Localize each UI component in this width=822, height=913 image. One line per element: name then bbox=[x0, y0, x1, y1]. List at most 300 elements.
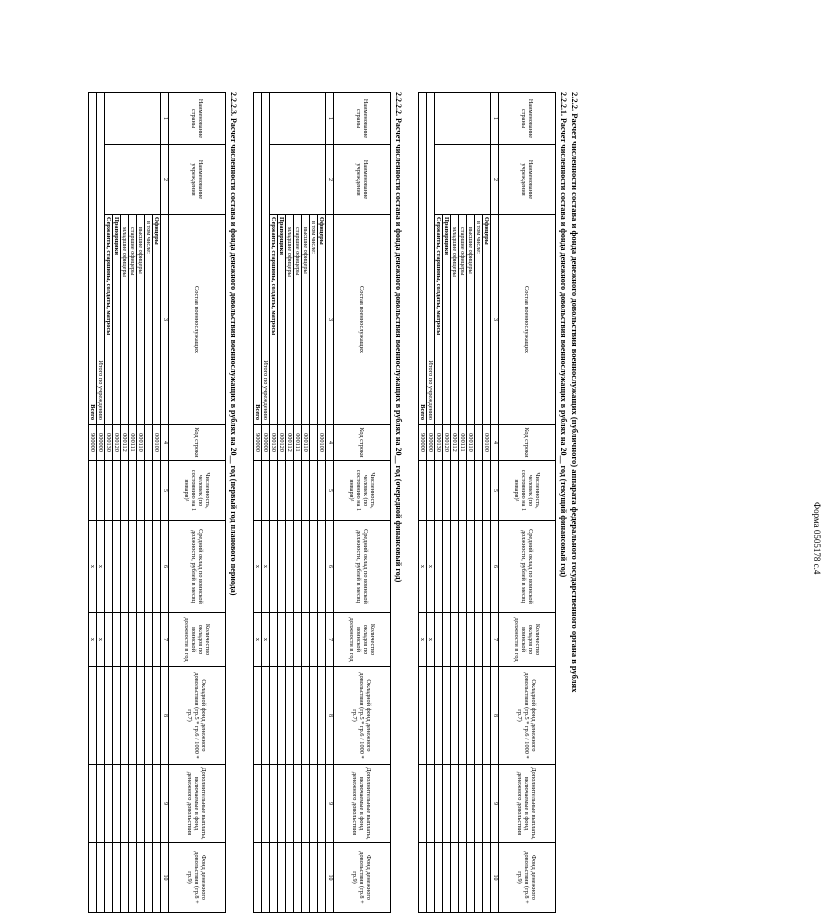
row-code bbox=[145, 425, 153, 461]
column-header-base-fund: Окладной фонд денежного довольствия (гр.5 * гр.6 / 1000 * гр.7) bbox=[499, 667, 556, 765]
value-cell[interactable] bbox=[145, 667, 153, 765]
row-code: 000120 bbox=[278, 425, 286, 461]
value-cell[interactable] bbox=[286, 521, 294, 613]
column-number-row bbox=[326, 93, 334, 913]
column-header-total-fund: Фонд денежного довольствия (гр.8 + гр.9) bbox=[499, 843, 556, 913]
total-label: Итого по учреждению bbox=[97, 93, 105, 425]
column-header-count: Численность, человек (по состоянию на 1 января)¹ bbox=[334, 461, 391, 521]
value-cell[interactable] bbox=[270, 613, 278, 667]
value-cell[interactable] bbox=[459, 765, 467, 843]
column-number: 2 bbox=[326, 145, 334, 215]
total-label: Всего bbox=[254, 93, 262, 425]
header-row bbox=[334, 93, 391, 913]
column-header-row-code: Код строки bbox=[334, 425, 391, 461]
value-cell[interactable] bbox=[129, 521, 137, 613]
value-cell: x bbox=[254, 521, 262, 613]
value-cell[interactable] bbox=[435, 667, 443, 765]
value-cell[interactable] bbox=[310, 765, 318, 843]
column-header-count: Численность, человек (по состоянию на 1 января)¹ bbox=[499, 461, 556, 521]
value-cell[interactable] bbox=[121, 765, 129, 843]
value-cell[interactable] bbox=[467, 521, 475, 613]
value-cell[interactable] bbox=[145, 843, 153, 913]
value-cell[interactable] bbox=[278, 667, 286, 765]
column-number-row bbox=[161, 93, 169, 913]
column-header-base-fund: Окладной фонд денежного довольствия (гр.5 * гр.6 / 1000 * гр.7) bbox=[169, 667, 226, 765]
value-cell[interactable] bbox=[129, 765, 137, 843]
staff-label: высшие офицеры bbox=[302, 215, 310, 425]
value-cell[interactable] bbox=[475, 843, 483, 913]
value-cell[interactable] bbox=[483, 461, 491, 521]
value-cell[interactable] bbox=[459, 843, 467, 913]
value-cell[interactable] bbox=[286, 843, 294, 913]
value-cell[interactable] bbox=[262, 843, 270, 913]
row-code: 000110 bbox=[302, 425, 310, 461]
table-row bbox=[89, 93, 97, 913]
value-cell[interactable] bbox=[262, 667, 270, 765]
column-header-extra: Дополнительные выплаты, включаемые в фонд денежного довольствия bbox=[499, 765, 556, 843]
staff-label: Сержанты, старшины, солдаты, матросы bbox=[105, 215, 113, 425]
staff-label: старшие офицеры bbox=[294, 215, 302, 425]
column-header-institution: Наименование учреждения bbox=[334, 145, 391, 215]
value-cell[interactable] bbox=[451, 613, 459, 667]
column-header-avg: Средний оклад по воинской должности, рублей в месяц bbox=[334, 521, 391, 613]
value-cell[interactable] bbox=[475, 521, 483, 613]
header-row bbox=[169, 93, 226, 913]
value-cell[interactable] bbox=[113, 521, 121, 613]
value-cell bbox=[97, 461, 105, 521]
value-cell[interactable] bbox=[137, 843, 145, 913]
value-cell[interactable] bbox=[105, 765, 113, 843]
column-number: 10 bbox=[161, 843, 169, 913]
column-number: 7 bbox=[161, 613, 169, 667]
value-cell[interactable] bbox=[129, 613, 137, 667]
value-cell[interactable] bbox=[270, 667, 278, 765]
column-header-extra: Дополнительные выплаты, включаемые в фонд денежного довольствия bbox=[169, 765, 226, 843]
column-number: 5 bbox=[326, 461, 334, 521]
value-cell[interactable] bbox=[121, 843, 129, 913]
value-cell[interactable] bbox=[294, 521, 302, 613]
column-number: 9 bbox=[161, 765, 169, 843]
row-code: 000112 bbox=[451, 425, 459, 461]
table-row bbox=[129, 93, 137, 913]
column-number: 4 bbox=[326, 425, 334, 461]
column-number: 2 bbox=[491, 145, 499, 215]
value-cell[interactable] bbox=[286, 461, 294, 521]
table-row bbox=[97, 93, 105, 913]
staff-label: младшие офицеры bbox=[286, 215, 294, 425]
table-row bbox=[302, 93, 310, 913]
column-number: 8 bbox=[491, 667, 499, 765]
table-row bbox=[427, 93, 435, 913]
column-number: 2 bbox=[161, 145, 169, 215]
staff-label: Сержанты, старшины, солдаты, матросы bbox=[270, 215, 278, 425]
value-cell[interactable] bbox=[153, 521, 161, 613]
value-cell[interactable] bbox=[121, 461, 129, 521]
value-cell[interactable] bbox=[451, 667, 459, 765]
value-cell[interactable] bbox=[310, 461, 318, 521]
value-cell: x bbox=[262, 521, 270, 613]
value-cell[interactable] bbox=[294, 667, 302, 765]
column-header-staff: Состав военнослужащих bbox=[334, 215, 391, 425]
value-cell[interactable] bbox=[278, 765, 286, 843]
value-cell[interactable] bbox=[435, 843, 443, 913]
value-cell[interactable] bbox=[145, 765, 153, 843]
table-row bbox=[294, 93, 302, 913]
value-cell[interactable] bbox=[318, 461, 326, 521]
value-cell[interactable] bbox=[113, 843, 121, 913]
value-cell[interactable] bbox=[97, 843, 105, 913]
value-cell[interactable] bbox=[145, 521, 153, 613]
value-cell bbox=[427, 461, 435, 521]
row-code: 000111 bbox=[459, 425, 467, 461]
row-code: 000120 bbox=[113, 425, 121, 461]
value-cell[interactable] bbox=[286, 613, 294, 667]
value-cell[interactable] bbox=[467, 843, 475, 913]
tables-container bbox=[88, 92, 569, 912]
value-cell[interactable] bbox=[459, 613, 467, 667]
value-cell[interactable] bbox=[467, 667, 475, 765]
value-cell[interactable] bbox=[254, 765, 262, 843]
value-cell[interactable] bbox=[427, 765, 435, 843]
value-cell[interactable] bbox=[137, 461, 145, 521]
value-cell[interactable] bbox=[443, 667, 451, 765]
table-row bbox=[254, 93, 262, 913]
value-cell[interactable] bbox=[105, 667, 113, 765]
value-cell[interactable] bbox=[145, 461, 153, 521]
table-row bbox=[451, 93, 459, 913]
value-cell[interactable] bbox=[451, 843, 459, 913]
value-cell[interactable] bbox=[443, 765, 451, 843]
column-header-avg: Средний оклад по воинской должности, рублей в месяц bbox=[169, 521, 226, 613]
value-cell[interactable] bbox=[113, 667, 121, 765]
staff-label: старшие офицеры bbox=[459, 215, 467, 425]
row-code: 000110 bbox=[137, 425, 145, 461]
value-cell[interactable] bbox=[451, 461, 459, 521]
column-number: 10 bbox=[326, 843, 334, 913]
staff-label: в том числе: bbox=[310, 215, 318, 425]
value-cell[interactable] bbox=[286, 765, 294, 843]
value-cell[interactable] bbox=[483, 765, 491, 843]
value-cell[interactable] bbox=[483, 667, 491, 765]
total-label: Итого по учреждению bbox=[262, 93, 270, 425]
staff-label: Сержанты, старшины, солдаты, матросы bbox=[435, 215, 443, 425]
value-cell[interactable] bbox=[153, 613, 161, 667]
value-cell[interactable] bbox=[483, 613, 491, 667]
row-code: 000100 bbox=[483, 425, 491, 461]
data-table bbox=[88, 92, 226, 913]
staff-label: в том числе: bbox=[475, 215, 483, 425]
column-header-row-code: Код строки bbox=[169, 425, 226, 461]
value-cell[interactable] bbox=[105, 613, 113, 667]
row-code bbox=[475, 425, 483, 461]
value-cell[interactable] bbox=[153, 765, 161, 843]
value-cell[interactable] bbox=[278, 613, 286, 667]
institution-cell[interactable] bbox=[105, 145, 161, 215]
column-number: 10 bbox=[491, 843, 499, 913]
total-label: Всего bbox=[419, 93, 427, 425]
block-title: 2.2.2.1. Расчет численности состава и фонда денежного довольствия военнослужащих в рублях на 20__ год (текущий финансовый год) bbox=[559, 92, 568, 578]
value-cell[interactable] bbox=[310, 843, 318, 913]
column-number: 3 bbox=[326, 215, 334, 425]
value-cell[interactable] bbox=[89, 667, 97, 765]
row-code: 900000 bbox=[89, 425, 97, 461]
column-header-base-fund: Окладной фонд денежного довольствия (гр.5 * гр.6 / 1000 * гр.7) bbox=[334, 667, 391, 765]
value-cell[interactable] bbox=[153, 667, 161, 765]
table-row bbox=[443, 93, 451, 913]
row-code: 000100 bbox=[318, 425, 326, 461]
staff-label: старшие офицеры bbox=[129, 215, 137, 425]
value-cell: x bbox=[419, 521, 427, 613]
value-cell[interactable] bbox=[475, 461, 483, 521]
value-cell[interactable] bbox=[105, 461, 113, 521]
value-cell[interactable] bbox=[427, 667, 435, 765]
value-cell[interactable] bbox=[137, 521, 145, 613]
value-cell[interactable] bbox=[435, 461, 443, 521]
value-cell[interactable] bbox=[318, 765, 326, 843]
value-cell[interactable] bbox=[97, 667, 105, 765]
table-row bbox=[435, 93, 443, 913]
staff-label: Прапорщики bbox=[278, 215, 286, 425]
value-cell[interactable] bbox=[294, 843, 302, 913]
row-code bbox=[310, 425, 318, 461]
block-title: 2.2.2.2. Расчет численности состава и фонда денежного довольствия военнослужащих в рублях на 20__ год (очередной финансовый год) bbox=[394, 92, 403, 583]
value-cell[interactable] bbox=[113, 461, 121, 521]
staff-label: Прапорщики bbox=[113, 215, 121, 425]
value-cell[interactable] bbox=[270, 521, 278, 613]
value-cell[interactable] bbox=[254, 667, 262, 765]
column-header-code-group: Наименование страны bbox=[334, 93, 391, 145]
value-cell[interactable] bbox=[451, 521, 459, 613]
value-cell[interactable] bbox=[443, 613, 451, 667]
value-cell[interactable] bbox=[278, 843, 286, 913]
institution-cell[interactable] bbox=[435, 145, 491, 215]
table-row bbox=[467, 93, 475, 913]
row-code: 000130 bbox=[270, 425, 278, 461]
value-cell: x bbox=[89, 613, 97, 667]
country-cell[interactable] bbox=[270, 93, 326, 145]
value-cell[interactable] bbox=[459, 521, 467, 613]
staff-label: в том числе: bbox=[145, 215, 153, 425]
value-cell[interactable] bbox=[97, 765, 105, 843]
value-cell[interactable] bbox=[419, 667, 427, 765]
value-cell[interactable] bbox=[278, 461, 286, 521]
column-header-extra: Дополнительные выплаты, включаемые в фонд денежного довольствия bbox=[334, 765, 391, 843]
table-block bbox=[253, 92, 404, 912]
value-cell[interactable] bbox=[427, 843, 435, 913]
institution-cell[interactable] bbox=[270, 145, 326, 215]
value-cell[interactable] bbox=[121, 613, 129, 667]
value-cell[interactable] bbox=[475, 667, 483, 765]
value-cell[interactable] bbox=[443, 521, 451, 613]
value-cell[interactable] bbox=[435, 613, 443, 667]
column-number: 6 bbox=[326, 521, 334, 613]
value-cell[interactable] bbox=[137, 667, 145, 765]
column-header-avg: Средний оклад по воинской должности, рублей в месяц bbox=[499, 521, 556, 613]
column-number: 5 bbox=[161, 461, 169, 521]
value-cell[interactable] bbox=[129, 461, 137, 521]
value-cell[interactable] bbox=[302, 765, 310, 843]
row-code: 900000 bbox=[254, 425, 262, 461]
country-cell[interactable] bbox=[105, 93, 161, 145]
row-code: 000111 bbox=[294, 425, 302, 461]
value-cell[interactable] bbox=[318, 843, 326, 913]
value-cell: x bbox=[427, 613, 435, 667]
table-row bbox=[278, 93, 286, 913]
column-number: 9 bbox=[326, 765, 334, 843]
column-header-code-group: Наименование страны bbox=[169, 93, 226, 145]
column-header-qty: Количество окладов по воинской должности в год bbox=[499, 613, 556, 667]
value-cell[interactable] bbox=[467, 613, 475, 667]
column-number: 5 bbox=[491, 461, 499, 521]
value-cell[interactable] bbox=[302, 613, 310, 667]
value-cell[interactable] bbox=[302, 521, 310, 613]
staff-label: младшие офицеры bbox=[451, 215, 459, 425]
column-number-row bbox=[491, 93, 499, 913]
row-code: 000112 bbox=[286, 425, 294, 461]
column-number: 4 bbox=[161, 425, 169, 461]
total-label: Всего bbox=[89, 93, 97, 425]
table-row bbox=[262, 93, 270, 913]
value-cell[interactable] bbox=[475, 613, 483, 667]
value-cell[interactable] bbox=[270, 461, 278, 521]
column-header-code-group: Наименование страны bbox=[499, 93, 556, 145]
column-number: 1 bbox=[491, 93, 499, 145]
value-cell[interactable] bbox=[459, 667, 467, 765]
value-cell[interactable] bbox=[294, 613, 302, 667]
value-cell[interactable] bbox=[302, 667, 310, 765]
row-code: 000110 bbox=[467, 425, 475, 461]
value-cell: x bbox=[262, 613, 270, 667]
row-code: 000130 bbox=[435, 425, 443, 461]
value-cell[interactable] bbox=[310, 667, 318, 765]
row-code: 000000 bbox=[427, 425, 435, 461]
value-cell bbox=[89, 461, 97, 521]
table-block bbox=[88, 92, 239, 912]
row-code: 000130 bbox=[105, 425, 113, 461]
value-cell[interactable] bbox=[113, 765, 121, 843]
staff-label: Офицеры bbox=[483, 215, 491, 425]
value-cell[interactable] bbox=[89, 765, 97, 843]
value-cell[interactable] bbox=[254, 843, 262, 913]
value-cell[interactable] bbox=[318, 521, 326, 613]
column-number: 6 bbox=[161, 521, 169, 613]
country-cell[interactable] bbox=[435, 93, 491, 145]
value-cell[interactable] bbox=[443, 843, 451, 913]
value-cell[interactable] bbox=[294, 461, 302, 521]
value-cell[interactable] bbox=[113, 613, 121, 667]
value-cell[interactable] bbox=[310, 613, 318, 667]
value-cell[interactable] bbox=[262, 765, 270, 843]
value-cell bbox=[254, 461, 262, 521]
value-cell[interactable] bbox=[451, 765, 459, 843]
column-number: 9 bbox=[491, 765, 499, 843]
value-cell bbox=[262, 461, 270, 521]
total-label: Итого по учреждению bbox=[427, 93, 435, 425]
value-cell[interactable] bbox=[270, 843, 278, 913]
column-header-total-fund: Фонд денежного довольствия (гр.8 + гр.9) bbox=[169, 843, 226, 913]
value-cell[interactable] bbox=[310, 521, 318, 613]
value-cell[interactable] bbox=[318, 613, 326, 667]
row-code: 000000 bbox=[262, 425, 270, 461]
value-cell bbox=[419, 461, 427, 521]
value-cell[interactable] bbox=[475, 765, 483, 843]
value-cell[interactable] bbox=[419, 765, 427, 843]
value-cell[interactable] bbox=[318, 667, 326, 765]
value-cell[interactable] bbox=[294, 765, 302, 843]
staff-label: высшие офицеры bbox=[137, 215, 145, 425]
value-cell[interactable] bbox=[302, 843, 310, 913]
row-code: 000100 bbox=[153, 425, 161, 461]
value-cell[interactable] bbox=[137, 613, 145, 667]
value-cell[interactable] bbox=[435, 521, 443, 613]
column-number: 7 bbox=[491, 613, 499, 667]
table-row bbox=[121, 93, 129, 913]
column-header-institution: Наименование учреждения bbox=[499, 145, 556, 215]
value-cell[interactable] bbox=[129, 843, 137, 913]
column-number: 8 bbox=[326, 667, 334, 765]
value-cell[interactable] bbox=[105, 843, 113, 913]
value-cell[interactable] bbox=[153, 461, 161, 521]
data-table bbox=[418, 92, 556, 913]
value-cell[interactable] bbox=[302, 461, 310, 521]
value-cell[interactable] bbox=[137, 765, 145, 843]
value-cell[interactable] bbox=[153, 843, 161, 913]
row-code: 000111 bbox=[129, 425, 137, 461]
column-header-qty: Количество окладов по воинской должности в год bbox=[169, 613, 226, 667]
block-title: 2.2.2.3. Расчет численности состава и фонда денежного довольствия военнослужащих в рублях на 20__ год (первый год планового периода) bbox=[229, 92, 238, 596]
table-row bbox=[286, 93, 294, 913]
column-header-row-code: Код строки bbox=[499, 425, 556, 461]
header-row bbox=[499, 93, 556, 913]
form-code: Форма 0505178 с.4 bbox=[812, 502, 822, 575]
value-cell[interactable] bbox=[121, 521, 129, 613]
value-cell[interactable] bbox=[467, 765, 475, 843]
table-row bbox=[145, 93, 153, 913]
value-cell[interactable] bbox=[278, 521, 286, 613]
column-number: 7 bbox=[326, 613, 334, 667]
rotated-content bbox=[20, 92, 580, 912]
table-row bbox=[310, 93, 318, 913]
value-cell: x bbox=[254, 613, 262, 667]
column-number: 4 bbox=[491, 425, 499, 461]
value-cell[interactable] bbox=[105, 521, 113, 613]
staff-label: младшие офицеры bbox=[121, 215, 129, 425]
value-cell[interactable] bbox=[270, 765, 278, 843]
value-cell[interactable] bbox=[435, 765, 443, 843]
staff-label: высшие офицеры bbox=[467, 215, 475, 425]
row-code: 900000 bbox=[419, 425, 427, 461]
value-cell[interactable] bbox=[121, 667, 129, 765]
value-cell[interactable] bbox=[483, 521, 491, 613]
value-cell[interactable] bbox=[286, 667, 294, 765]
table-row bbox=[483, 93, 491, 913]
table-row bbox=[419, 93, 427, 913]
value-cell[interactable] bbox=[483, 843, 491, 913]
section-title: 2.2.2. Расчет численности состава и фонда денежного довольствия военнослужащих (публичного) аппарата федерального государственного органа в рублях bbox=[570, 92, 580, 693]
value-cell[interactable] bbox=[459, 461, 467, 521]
value-cell[interactable] bbox=[443, 461, 451, 521]
value-cell[interactable] bbox=[129, 667, 137, 765]
table-row bbox=[153, 93, 161, 913]
column-number: 3 bbox=[491, 215, 499, 425]
column-number: 1 bbox=[326, 93, 334, 145]
value-cell[interactable] bbox=[89, 843, 97, 913]
table-row bbox=[113, 93, 121, 913]
value-cell: x bbox=[97, 521, 105, 613]
value-cell[interactable] bbox=[419, 843, 427, 913]
value-cell[interactable] bbox=[467, 461, 475, 521]
value-cell[interactable] bbox=[145, 613, 153, 667]
